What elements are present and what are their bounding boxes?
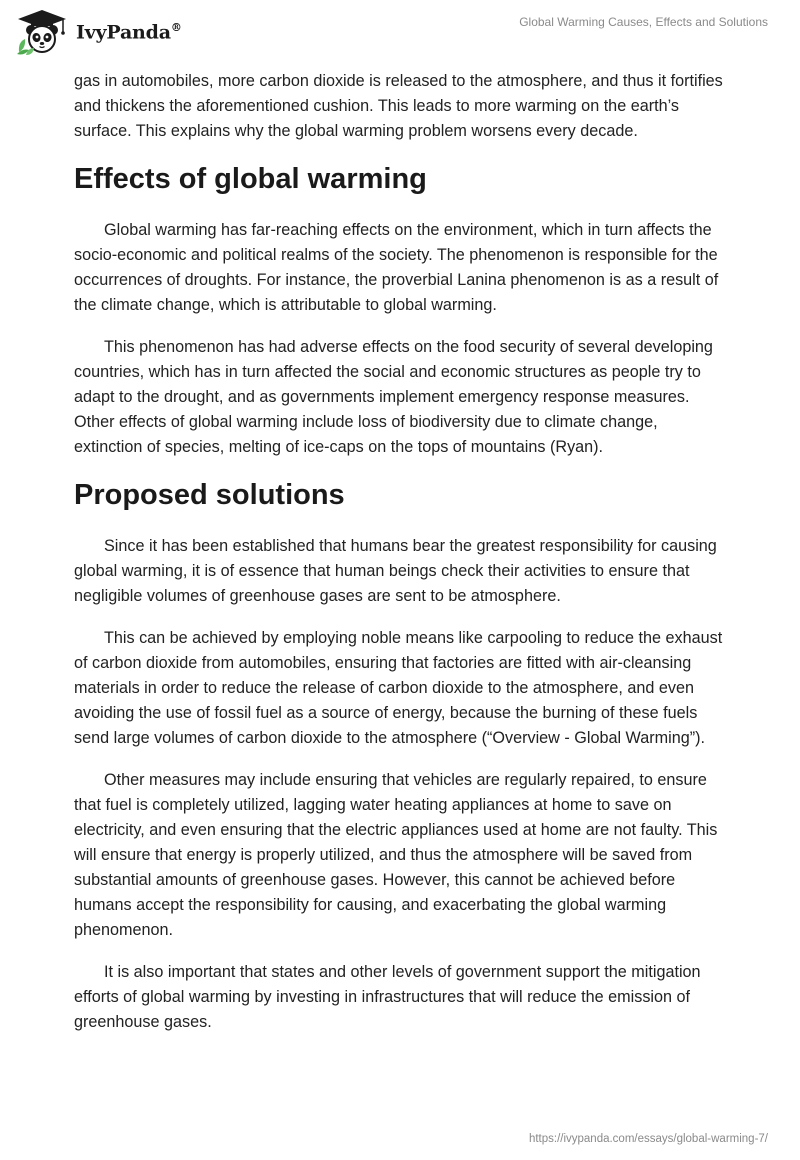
effects-paragraph-2: This phenomenon has had adverse effects on the food security of several developing countries, which has in turn affected the social and economic structures as people try to adapt to the drought, and as governments implement emergency response measures. Other effects of global warming include loss of biodiversity due to climate change, extinction of species, melting of ice-caps on the tops of mountains (Ryan). — [74, 338, 713, 456]
solutions-heading: Proposed solutions — [74, 479, 345, 511]
solutions-paragraph-4: It is also important that states and other levels of government support the mitigation efforts of global warming by investing in infrastructures that will reduce the emission of greenhouse gases. — [74, 963, 701, 1031]
intro-paragraph: gas in automobiles, more carbon dioxide is released to the atmosphere, and thus it fortifies and thickens the aforementioned cushion. This leads to more warming on the earth’s surface. This explains why the global warming problem worsens every decade. — [74, 72, 723, 140]
essay-body — [74, 69, 728, 1052]
brand-name: IvyPanda® — [76, 20, 182, 44]
document-title: Global Warming Causes, Effects and Solutions — [519, 15, 768, 29]
page-header — [0, 0, 800, 70]
ivypanda-logo[interactable] — [14, 8, 182, 56]
source-url-link[interactable]: https://ivypanda.com/essays/global-warming-7/ — [528, 1133, 768, 1145]
effects-paragraph-1: Global warming has far-reaching effects on the environment, which in turn affects the socio-economic and political realms of the society. The phenomenon is responsible for the occurrences of droughts. For instance, the proverbial Lanina phenomenon is as a result of the climate change, which is attributable to global warming. — [74, 221, 719, 314]
solutions-paragraph-3: Other measures may include ensuring that vehicles are regularly repaired, to ensure that fuel is completely utilized, lagging water heating appliances at home to save on electricity, and even ensuring that the electric appliances used at home are not faulty. This will ensure that energy is properly utilized, and thus the atmosphere will be saved from substantial amounts of greenhouse gases. However, this cannot be achieved before humans accept the responsibility for causing, and exacerbating the global warming phenomenon. — [74, 771, 718, 939]
effects-heading: Effects of global warming — [74, 163, 427, 195]
panda-graduate-icon — [14, 8, 70, 56]
solutions-paragraph-1: Since it has been established that humans bear the greatest responsibility for causing global warming, it is of essence that human beings check their activities to ensure that negligible volumes of greenhouse gases are sent to be atmosphere. — [74, 537, 717, 605]
solutions-paragraph-2: This can be achieved by employing noble means like carpooling to reduce the exhaust of carbon dioxide from automobiles, ensuring that factories are fitted with air-cleansing materials in order to reduce the release of carbon dioxide to the atmosphere, and even avoiding the use of fossil fuel as a source of energy, because the burning of these fuels send large volumes of carbon dioxide to the atmosphere (“Overview - Global Warming”). — [74, 629, 723, 747]
